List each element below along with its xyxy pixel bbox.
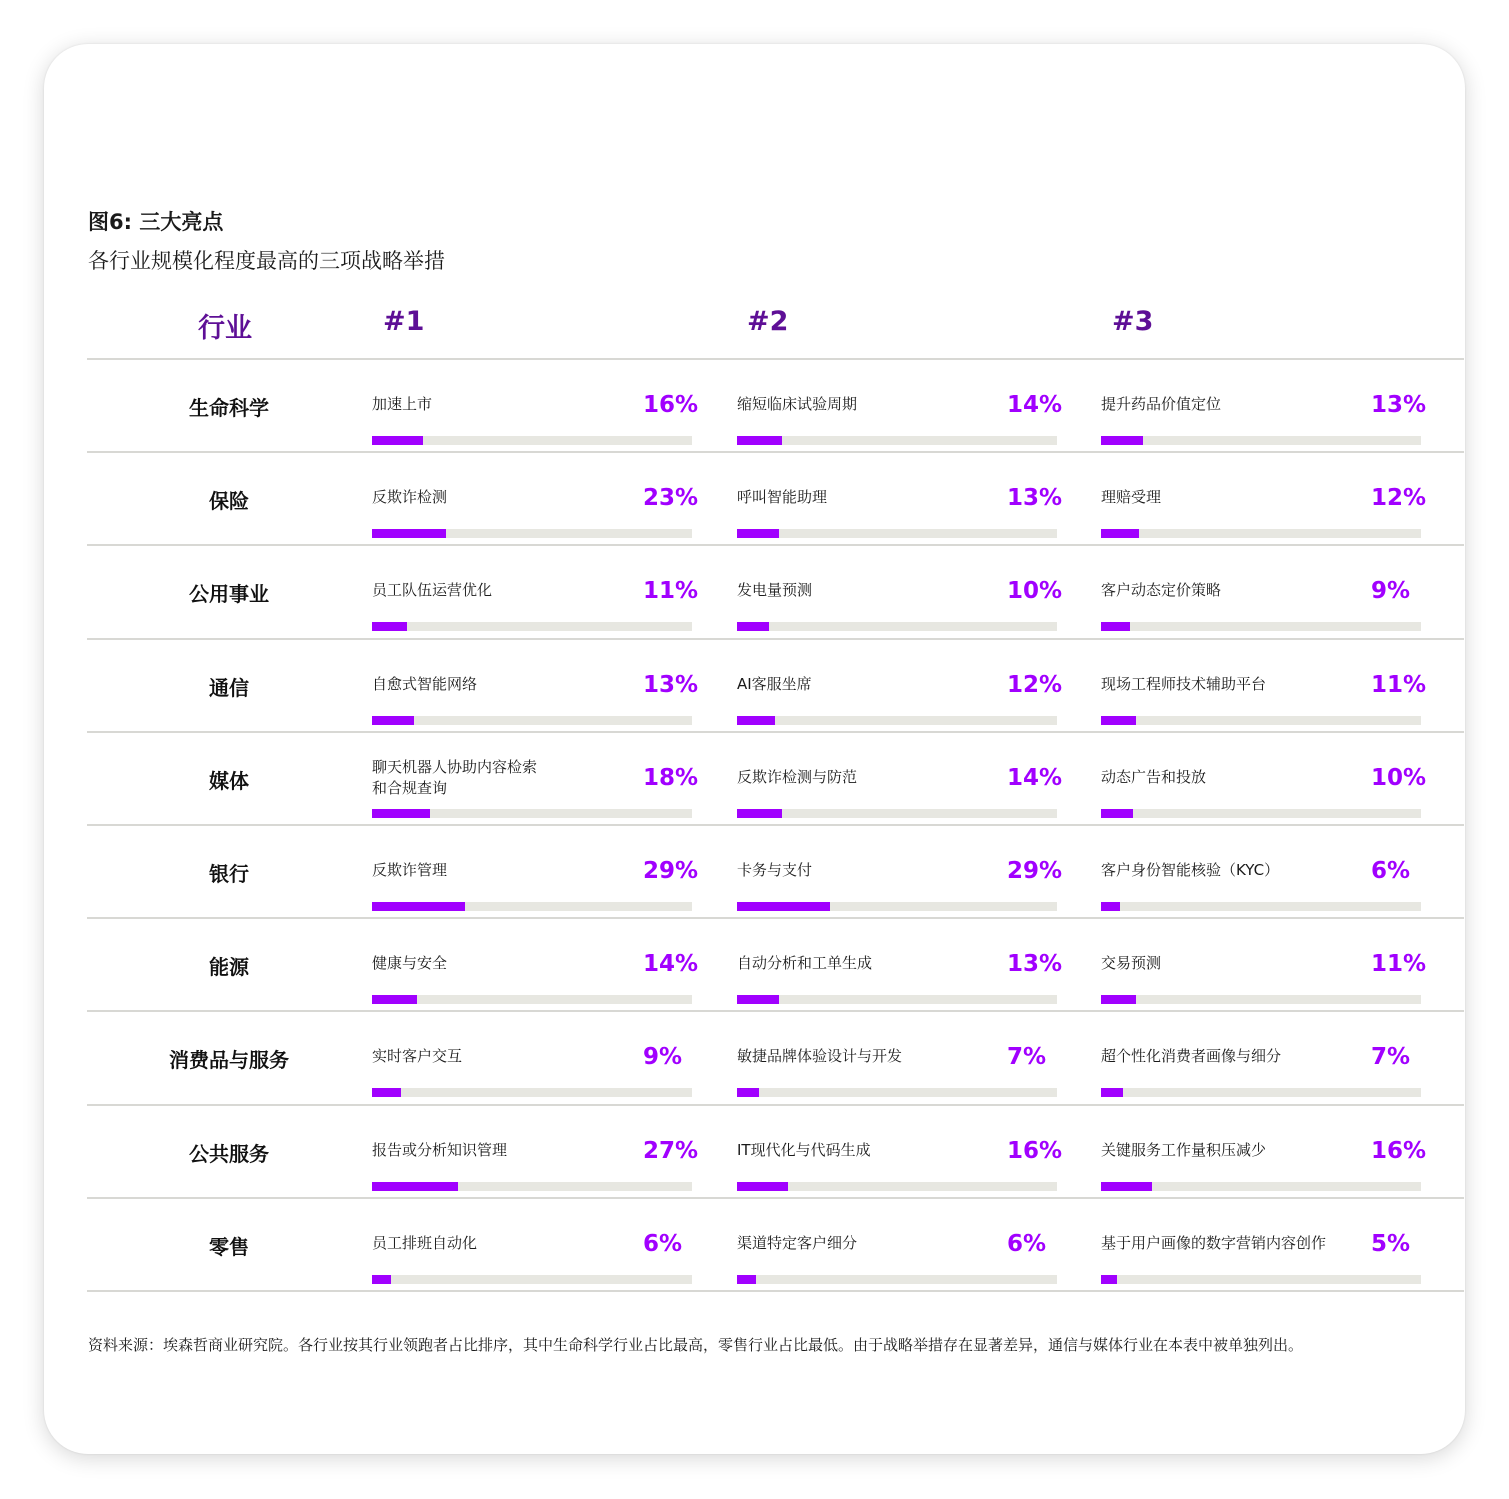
initiative-label: 自愈式智能网络 (372, 674, 478, 693)
initiative-label: 敏捷品牌体验设计与开发 (737, 1047, 903, 1066)
bar-track (372, 1088, 692, 1097)
percentage-value: 16% (1007, 1137, 1063, 1164)
bar-track (737, 809, 1057, 818)
bar-track (1101, 902, 1421, 911)
bar-fill (372, 622, 407, 631)
initiative-label: 超个性化消费者画像与细分 (1101, 1047, 1282, 1066)
header-rank-1: #1 (383, 306, 425, 337)
bar-track (737, 716, 1057, 725)
initiative-label: 客户身份智能核验（KYC） (1101, 861, 1280, 879)
initiative-label: 卡务与支付 (737, 861, 813, 879)
initiative-label: 反欺诈管理 (372, 861, 448, 879)
bar-fill (737, 436, 782, 445)
percentage-value: 7% (1007, 1044, 1047, 1071)
header-industry: 行业 (198, 313, 252, 344)
bar-track (372, 902, 692, 911)
bar-track (737, 902, 1057, 911)
bar-track (1101, 436, 1421, 445)
initiative-label: 反欺诈检测 (372, 488, 448, 507)
bar-fill (737, 1182, 788, 1191)
bar-track (737, 1182, 1057, 1191)
row-divider (87, 731, 1464, 733)
industry-label: 银行 (209, 862, 249, 886)
bar-fill (737, 1088, 759, 1097)
initiative-label: AI客服坐席 (737, 674, 812, 693)
initiative-label: 健康与安全 (372, 954, 448, 973)
bar-fill (737, 529, 779, 538)
row-divider (87, 451, 1464, 453)
percentage-value: 11% (1371, 671, 1427, 698)
percentage-value: 10% (1007, 578, 1063, 605)
bar-fill (1101, 1088, 1123, 1097)
bar-fill (1101, 809, 1133, 818)
figure-subtitle: 各行业规模化程度最高的三项战略举措 (88, 249, 445, 273)
initiative-label: 缩短临床试验周期 (737, 395, 858, 413)
percentage-value: 6% (643, 1230, 683, 1257)
percentage-value: 13% (643, 671, 699, 698)
bar-track (737, 436, 1057, 445)
bar-track (372, 622, 692, 631)
initiative-label: 客户动态定价策略 (1101, 581, 1222, 600)
bar-fill (737, 809, 782, 818)
bar-track (1101, 529, 1421, 538)
bar-track (1101, 1275, 1421, 1284)
bar-fill (737, 995, 779, 1004)
initiative-label: 员工排班自动化 (372, 1233, 478, 1252)
industry-label: 公共服务 (189, 1141, 269, 1166)
header-rank-2: #2 (747, 306, 789, 337)
percentage-value: 13% (1007, 485, 1063, 512)
bar-track (737, 1088, 1057, 1097)
bar-track (1101, 716, 1421, 725)
bar-track (372, 436, 692, 445)
bar-track (737, 529, 1057, 538)
initiative-label: 自动分析和工单生成 (737, 954, 873, 973)
row-divider (87, 917, 1464, 919)
bar-track (1101, 995, 1421, 1004)
bar-fill (1101, 529, 1139, 538)
row-divider (87, 1010, 1464, 1012)
bar-track (1101, 1182, 1421, 1191)
row-divider (87, 544, 1464, 546)
industry-label: 生命科学 (189, 396, 269, 420)
initiative-label: 渠道特定客户细分 (737, 1233, 858, 1252)
bar-fill (372, 995, 417, 1004)
bar-track (1101, 622, 1421, 631)
bar-fill (737, 716, 775, 725)
bar-fill (737, 622, 769, 631)
percentage-value: 5% (1371, 1230, 1411, 1257)
initiative-label: 加速上市 (372, 395, 433, 413)
bar-fill (372, 1182, 458, 1191)
percentage-value: 14% (1007, 392, 1063, 418)
industry-label: 公用事业 (189, 582, 269, 607)
percentage-value: 10% (1371, 764, 1427, 791)
initiative-label: 聊天机器人协助内容检索 和合规查询 (372, 757, 538, 797)
header-rank-3: #3 (1112, 306, 1154, 337)
source-footnote: 资料来源：埃森哲商业研究院。各行业按其行业领跑者占比排序，其中生命科学行业占比最高，零售行业占比最低。由于战略举措存在显著差异，通信与媒体行业在本表中被单独列出。 (88, 1336, 1304, 1354)
row-divider (87, 1197, 1464, 1199)
bar-fill (372, 716, 414, 725)
initiative-label: 基于用户画像的数字营销内容创作 (1101, 1233, 1327, 1252)
bar-track (372, 1275, 692, 1284)
bar-track (372, 995, 692, 1004)
bar-fill (372, 436, 423, 445)
bar-track (1101, 1088, 1421, 1097)
bar-fill (1101, 622, 1130, 631)
percentage-value: 16% (643, 392, 699, 418)
bar-track (1101, 809, 1421, 818)
industry-label: 能源 (209, 955, 249, 980)
industry-label: 媒体 (209, 768, 249, 793)
initiative-label: 发电量预测 (737, 581, 813, 600)
bar-fill (372, 902, 465, 911)
row-divider (87, 1104, 1464, 1106)
percentage-value: 6% (1007, 1230, 1047, 1257)
initiative-label: 提升药品价值定位 (1101, 395, 1222, 413)
percentage-value: 29% (643, 858, 699, 884)
bar-fill (1101, 1275, 1117, 1284)
percentage-value: 27% (643, 1137, 699, 1164)
row-divider (87, 1290, 1464, 1292)
percentage-value: 12% (1371, 485, 1427, 512)
bar-fill (1101, 1182, 1152, 1191)
percentage-value: 9% (643, 1044, 683, 1071)
industry-label: 零售 (209, 1234, 249, 1259)
bar-track (737, 622, 1057, 631)
bar-track (372, 809, 692, 818)
initiative-label: 反欺诈检测与防范 (737, 767, 858, 786)
percentage-value: 6% (1371, 858, 1411, 884)
initiative-label: 动态广告和投放 (1101, 767, 1207, 786)
bar-fill (737, 902, 830, 911)
row-divider (87, 638, 1464, 640)
percentage-value: 9% (1371, 578, 1411, 605)
bar-track (372, 1182, 692, 1191)
bar-track (737, 1275, 1057, 1284)
percentage-value: 14% (1007, 764, 1063, 791)
bar-fill (372, 529, 446, 538)
bar-track (372, 716, 692, 725)
row-divider (87, 358, 1464, 360)
percentage-value: 11% (643, 578, 699, 605)
initiative-label: 员工队伍运营优化 (372, 581, 493, 600)
industry-label: 消费品与服务 (169, 1048, 289, 1073)
bar-track (372, 529, 692, 538)
percentage-value: 11% (1371, 951, 1427, 978)
bar-fill (372, 1275, 391, 1284)
bar-track (737, 995, 1057, 1004)
percentage-value: 14% (643, 951, 699, 978)
bar-fill (372, 809, 430, 818)
initiative-label: 理赔受理 (1101, 488, 1162, 507)
initiative-label: 交易预测 (1101, 954, 1162, 973)
initiative-label: IT现代化与代码生成 (737, 1140, 871, 1159)
percentage-value: 23% (643, 485, 699, 512)
percentage-value: 12% (1007, 671, 1063, 698)
industry-label: 保险 (209, 489, 249, 514)
percentage-value: 13% (1007, 951, 1063, 978)
figure-title: 图6: 三大亮点 (88, 210, 224, 234)
percentage-value: 29% (1007, 858, 1063, 884)
bar-fill (1101, 436, 1143, 445)
bar-fill (1101, 716, 1136, 725)
initiative-label: 呼叫智能助理 (737, 488, 828, 507)
percentage-value: 7% (1371, 1044, 1411, 1071)
initiative-label: 报告或分析知识管理 (372, 1140, 508, 1159)
percentage-value: 16% (1371, 1137, 1427, 1164)
industry-label: 通信 (209, 675, 249, 700)
bar-fill (372, 1088, 401, 1097)
percentage-value: 13% (1371, 392, 1427, 418)
initiative-label: 关键服务工作量积压减少 (1101, 1140, 1267, 1159)
bar-fill (1101, 902, 1120, 911)
percentage-value: 18% (643, 764, 699, 791)
initiative-label: 现场工程师技术辅助平台 (1101, 674, 1267, 693)
bar-fill (737, 1275, 756, 1284)
row-divider (87, 824, 1464, 826)
initiative-label: 实时客户交互 (372, 1047, 463, 1066)
bar-fill (1101, 995, 1136, 1004)
